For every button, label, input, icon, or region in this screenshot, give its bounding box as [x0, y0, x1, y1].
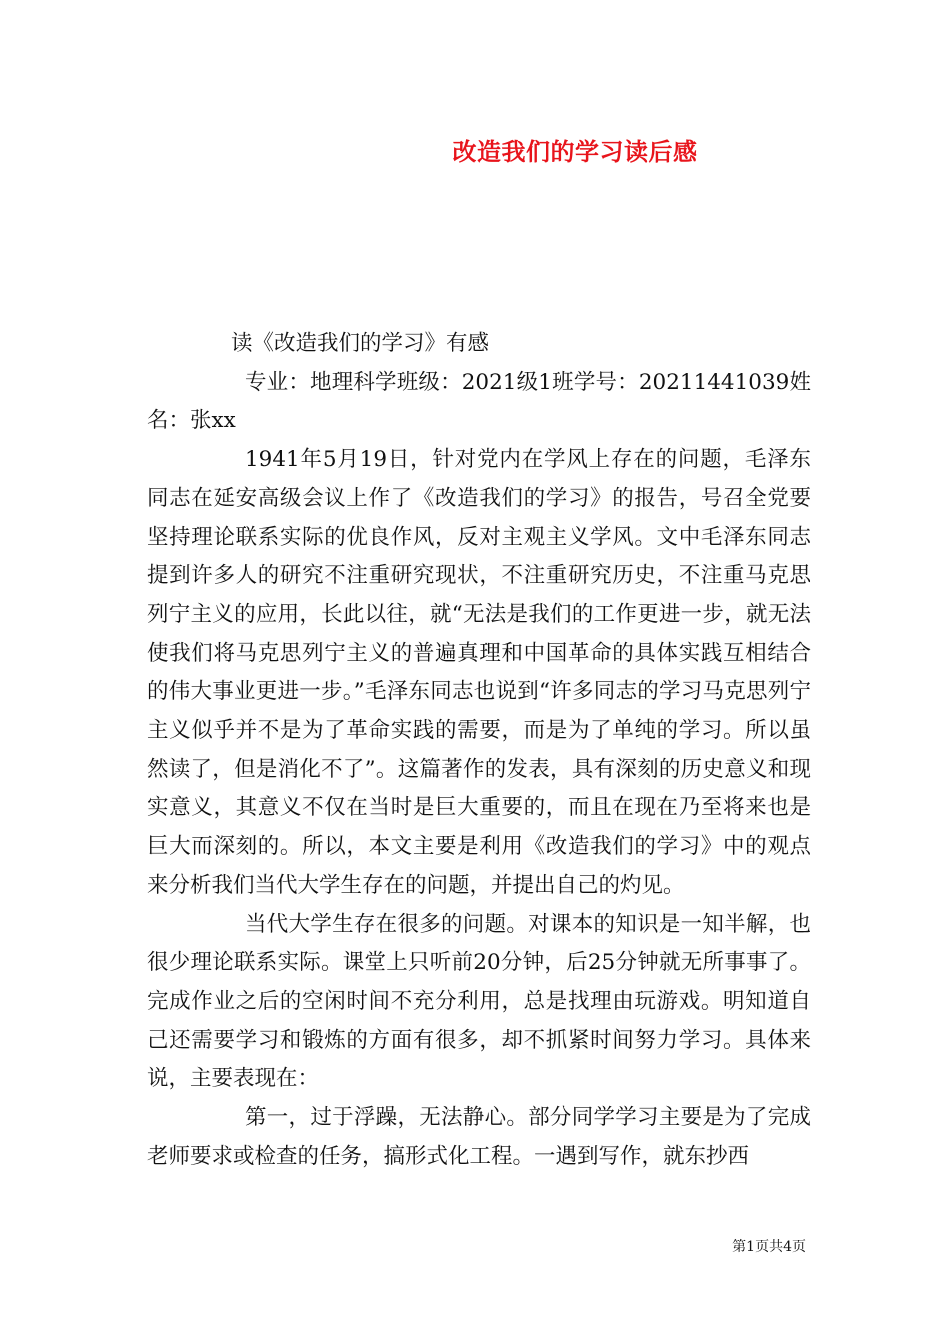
paragraph-1: 1941年5月19日，针对党内在学风上存在的问题，毛泽东同志在延安高级会议上作了《改造我们的学习》的报告，号召全党要坚持理论联系实际的优良作风，反对主观主义学风。文中毛泽东同志提到许多人的研究不注重研究现状，不注重研究历史，不注重马克思列宁主义的应用，长此以往，就“无法是我们的工作更进一步，就无法使我们将马克思列宁主义的普遍真理和中国革命的具体实践互相结合的伟大事业更进一步。”毛泽东同志也说到“许多同志的学习马克思列宁主义似乎并不是为了革命实践的需要，而是为了单纯的学习。所以虽然读了，但是消化不了”。这篇著作的发表，具有深刻的历史意义和现实意义，其意义不仅在当时是巨大重要的，而且在现在乃至将来也是巨大而深刻的。所以，本文主要是利用《改造我们的学习》中的观点来分析我们当代大学生存在的问题，并提出自己的灼见。 — [147, 447, 811, 898]
document-body — [147, 325, 811, 1176]
paragraph-2: 当代大学生存在很多的问题。对课本的知识是一知半解，也很少理论联系实际。课堂上只听前20分钟，后25分钟就无所事事了。完成作业之后的空闲时间不充分利用，总是找理由玩游戏。明知道自己还需要学习和锻炼的方面有很多，却不抓紧时间努力学习。具体来说，主要表现在： — [147, 911, 811, 1092]
document-title: 改造我们的学习读后感 — [452, 138, 698, 166]
document-subtitle: 读《改造我们的学习》有感 — [231, 331, 490, 356]
author-info: 专业：地理科学班级：2021级1班学号：20211441039姓名：张xx — [147, 369, 811, 434]
page-number: 第1页共4页 — [732, 1239, 806, 1255]
paragraph-3: 第一，过于浮躁，无法静心。部分同学学习主要是为了完成老师要求或检查的任务，搞形式化工程。一遇到写作，就东抄西 — [147, 1105, 811, 1169]
